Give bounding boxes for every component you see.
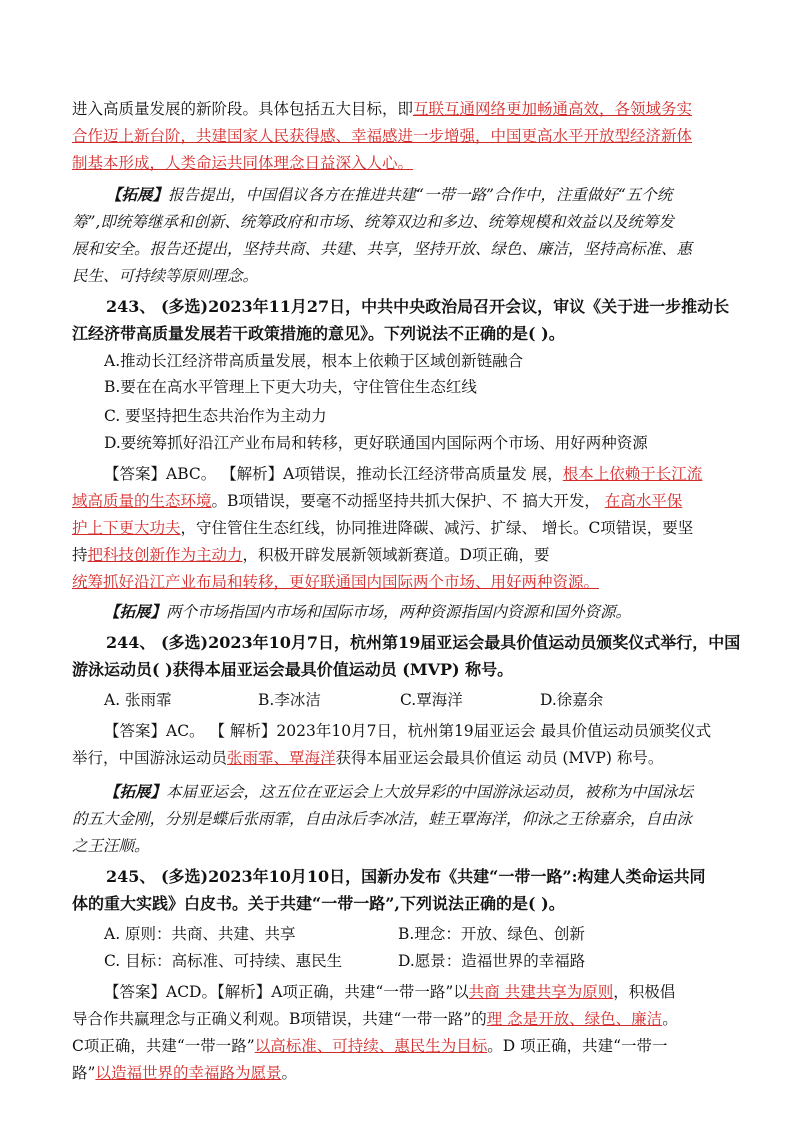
option-d: D.要统筹抓好沿江产业布局和转移，更好联通国内国际两个市场、用好两种资源 bbox=[104, 434, 648, 452]
question-245-title: 245、 (多选)2023年10月10日，国新办发布《共建“一带一路”:构建人类命运共同 bbox=[106, 867, 706, 886]
answer-243-line-3: 护上下更大功夫，守住管住生态红线，协同推进降碳、减污、扩绿、 增长。C项错误，要坚 bbox=[72, 519, 694, 537]
option-a: A. 张雨霏 bbox=[104, 691, 172, 709]
intro-line-3: 制基本形成，人类命运共同体理念日益深入人心。 bbox=[72, 154, 414, 172]
extension-paragraph: 【拓展】报告提出，中国倡议各方在推进共建“一带一路”合作中，注重做好“五个统 bbox=[106, 185, 673, 204]
extension-line: 展和安全。报告还提出，坚持共商、共建、共享，坚持开放、绿色、廉洁，坚持高标准、惠 bbox=[72, 240, 693, 258]
option-b: B.要在在高水平管理上下更大功夫，守住管住生态红线 bbox=[104, 378, 477, 396]
extension-line: 之王汪顺。 bbox=[72, 837, 150, 855]
option-b: B.理念：开放、绿色、创新 bbox=[398, 925, 585, 943]
answer-244-line-2: 举行，中国游泳运动员张雨霏、覃海洋获得本届亚运会最具价值运 动员 (MVP) 称号。 bbox=[72, 749, 664, 767]
question-243-title-cont: 江经济带高质量发展若干政策措施的意见》。下列说法不正确的是( )。 bbox=[72, 324, 565, 343]
answer-245-line-4: 路”以造福世界的幸福路为愿景。 bbox=[72, 1064, 297, 1082]
question-243-title: 243、 (多选)2023年11月27日，中共中央政治局召开会议，审议《关于进一步推动长 bbox=[106, 297, 730, 316]
option-a: A. 原则：共商、共建、共享 bbox=[104, 925, 296, 943]
answer-245-line-1: 【答案】ACD。【解析】A项正确，共建“一带一路”以共商 共建共享为原则，积极倡 bbox=[104, 983, 676, 1001]
extension-line: 民生、可持续等原则理念。 bbox=[72, 267, 259, 285]
extension-243: 【拓展】两个市场指国内市场和国际市场，两种资源指国内资源和国外资源。 bbox=[104, 602, 632, 621]
answer-245-line-3: C项正确，共建“一带一路”以高标准、可持续、惠民生为目标。D 项正确，共建“一带一 bbox=[72, 1037, 668, 1055]
question-245-title-cont: 体的重大实践》白皮书。关于共建“一带一路”,下列说法正确的是( )。 bbox=[72, 894, 565, 913]
extension-line: 的五大金刚，分别是蝶后张雨霏，自由泳后李冰洁，蛙王覃海洋，仰泳之王徐嘉余，自由泳 bbox=[72, 810, 693, 828]
question-244-title-cont: 游泳运动员( )获得本届亚运会最具价值运动员 (MVP) 称号。 bbox=[72, 660, 514, 679]
option-d: D.愿景：造福世界的幸福路 bbox=[398, 952, 586, 970]
answer-243-line-1: 【答案】ABC。 【解析】A项错误，推动长江经济带高质量发 展，根本上依赖于长江流 bbox=[104, 465, 703, 483]
option-c: C. 要坚持把生态共治作为主动力 bbox=[104, 407, 327, 425]
extension-244: 【拓展】本届亚运会，这五位在亚运会上大放异彩的中国游泳运动员，被称为中国泳坛 bbox=[104, 782, 694, 801]
option-c: C. 目标：高标准、可持续、惠民生 bbox=[104, 952, 343, 970]
option-c: C.覃海洋 bbox=[400, 691, 463, 709]
highlight-goals: 互联互通网络更加畅通高效，各领域务实 bbox=[413, 100, 693, 118]
answer-244-line-1: 【答案】AC。 【 解析】2023年10月7日，杭州第19届亚运会 最具价值运动员颁奖仪式 bbox=[104, 722, 712, 740]
option-a: A.推动长江经济带高质量发展，根本上依赖于区域创新链融合 bbox=[104, 352, 524, 370]
answer-243-line-5: 统筹抓好沿江产业布局和转移，更好联通国内国际两个市场、用好两种资源。 bbox=[72, 573, 600, 591]
question-244-title: 244、 (多选)2023年10月7日，杭州第19届亚运会最具价值运动员颁奖仪式举行，中国 bbox=[106, 633, 741, 652]
answer-243-line-4: 持把科技创新作为主动力，积极开辟发展新领域新赛道。D项正确，要 bbox=[72, 546, 550, 564]
option-d: D.徐嘉余 bbox=[540, 691, 604, 709]
intro-line-2: 合作迈上新台阶，共建国家人民获得感、幸福感进一步增强，中国更高水平开放型经济新体 bbox=[72, 127, 693, 145]
answer-243-line-2: 域高质量的生态环境。B项错误，要毫不动摇坚持共抓大保护、不 搞大开发， 在高水平保 bbox=[72, 492, 683, 510]
intro-line-1: 进入高质量发展的新阶段。具体包括五大目标，即互联互通网络更加畅通高效，各领域务实 bbox=[72, 100, 693, 118]
answer-245-line-2: 导合作共赢理念与正确义利观。B项错误，共建“一带一路”的理 念是开放、绿色、廉洁。 bbox=[72, 1010, 678, 1028]
option-b: B.李冰洁 bbox=[258, 691, 321, 709]
extension-line: 筹”,即统筹继承和创新、统筹政府和市场、统筹双边和多边、统筹规模和效益以及统筹发 bbox=[72, 213, 674, 231]
